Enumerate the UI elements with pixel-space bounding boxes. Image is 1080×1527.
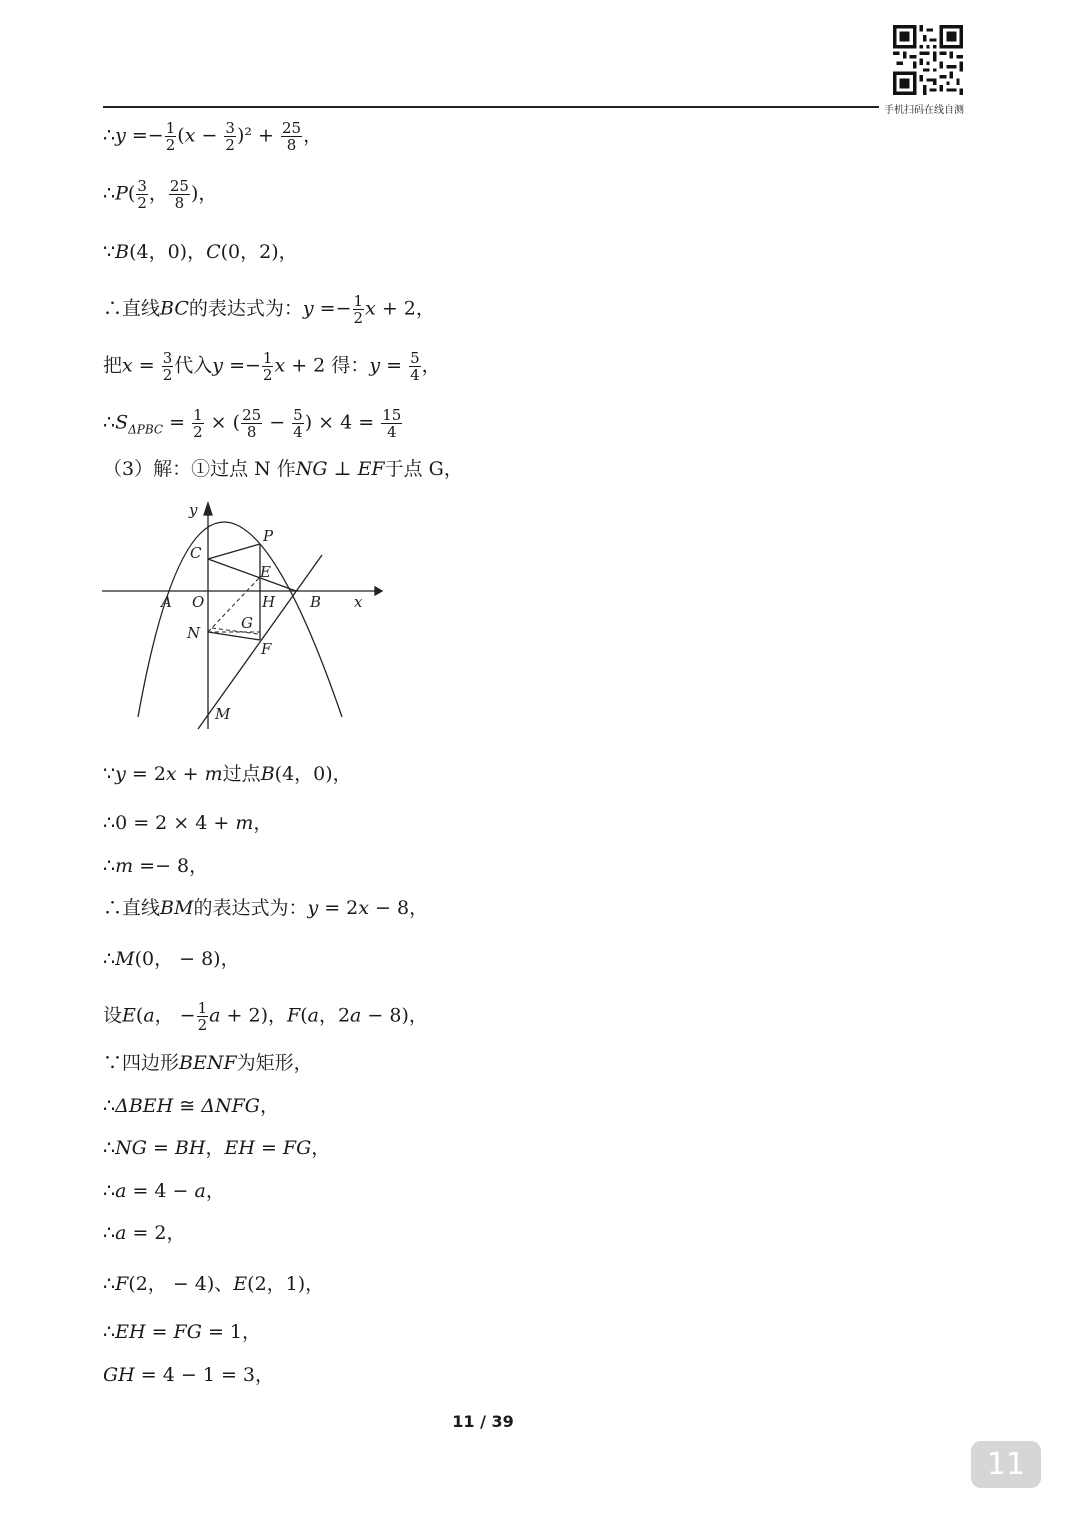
fraction: $\frac{3}{2}$ [162, 349, 173, 384]
fraction: $\frac{15}{4}$ [382, 406, 402, 441]
fraction: $\frac{1}{2}$ [165, 119, 176, 154]
fraction: $\frac{5}{4}$ [410, 349, 420, 384]
label-n: N [187, 624, 201, 642]
fraction: $\frac{3}{2}$ [225, 119, 235, 154]
solution-line: （3）解：①过点 N 作NG ⊥ EF于点 G， [103, 458, 463, 480]
solution-line: ∴y =− $\frac{1}{2}$ (x − $\frac{3}{2}$ )² + $\frac{25}{8}$ ， [103, 119, 323, 154]
solution-line: ∴a = 2， [103, 1222, 186, 1244]
solution-line: ∴直线BM的表达式为：y = 2x − 8， [103, 897, 429, 919]
solution-line: ∴ΔBEH ≅ ΔNFG， [103, 1095, 279, 1117]
label-c: C [190, 544, 202, 562]
qr-caption: 手机扫码在线自测 [884, 105, 964, 116]
line-nf [208, 632, 260, 640]
header-rule [103, 106, 879, 108]
solution-line: ∴EH = FG = 1， [103, 1321, 262, 1343]
solution-line: ∴直线BC的表达式为：y =− $\frac{1}{2}$ x + 2， [103, 292, 435, 327]
label-f: F [261, 640, 272, 658]
fraction: $\frac{1}{2}$ [197, 999, 208, 1034]
solution-line: $\therefore S_{\Delta PBC}$ = $\frac{1}{2}$ × ( $\frac{25}{8}$ − $\frac{5}{4}$ ) × 4 = $\frac{15}{4}$ [103, 406, 402, 441]
page-badge[interactable]: 11 [971, 1441, 1041, 1488]
label-o: O [192, 593, 205, 611]
label-a: A [161, 593, 172, 611]
label-p: P [263, 527, 274, 545]
fraction: $\frac{1}{2}$ [353, 292, 364, 327]
label-h: H [262, 593, 276, 611]
solution-line: 把x = $\frac{3}{2}$ 代入y =− $\frac{1}{2}$ x + 2 得：y = $\frac{5}{4}$ ， [103, 349, 441, 384]
y-axis-arrow [204, 503, 212, 515]
fraction: $\frac{25}{8}$ [281, 119, 302, 154]
solution-line: ∴M(0， − 8)， [103, 948, 240, 970]
solution-line: ∵y = 2x + m过点B(4，0)， [103, 763, 352, 785]
x-axis-arrow [375, 587, 382, 595]
solution-line: ∵B(4，0)，C(0，2)， [103, 241, 298, 263]
fraction: $\frac{25}{8}$ [169, 177, 189, 212]
solution-line: ∴0 = 2 × 4 + m， [103, 812, 273, 834]
label-y: y [189, 501, 198, 519]
parabola [138, 522, 342, 717]
label-g: G [241, 614, 253, 632]
page-number: 11 / 39 [452, 1412, 514, 1431]
solution-line: ∴P( $\frac{3}{2}$ ， $\frac{25}{8}$ )， [103, 177, 218, 212]
solution-line: ∴NG = BH，EH = FG， [103, 1137, 331, 1159]
solution-line: ∴F(2， − 4)、E(2，1)， [103, 1273, 325, 1295]
fraction: $\frac{3}{2}$ [137, 177, 147, 212]
solution-line: 设E(a， − $\frac{1}{2}$ a + 2)，F(a，2a − 8)， [103, 999, 428, 1034]
fraction: $\frac{1}{2}$ [193, 406, 203, 441]
line-cb [208, 559, 296, 591]
label-x: x [354, 593, 363, 611]
label-m: M [215, 705, 231, 723]
label-e: E [260, 563, 271, 581]
fraction: $\frac{5}{4}$ [293, 406, 303, 441]
label-b: B [310, 593, 322, 611]
solution-line: ∵四边形BENF为矩形， [103, 1052, 313, 1074]
geometry-figure [100, 497, 385, 732]
fraction: $\frac{1}{2}$ [262, 349, 273, 384]
solution-line: GH = 4 − 1 = 3， [103, 1364, 275, 1386]
line-cp [208, 544, 260, 559]
solution-line: ∴m =− 8， [103, 855, 209, 877]
qr-code[interactable] [893, 25, 963, 95]
solution-line: ∴a = 4 − a， [103, 1180, 225, 1202]
fraction: $\frac{25}{8}$ [242, 406, 262, 441]
